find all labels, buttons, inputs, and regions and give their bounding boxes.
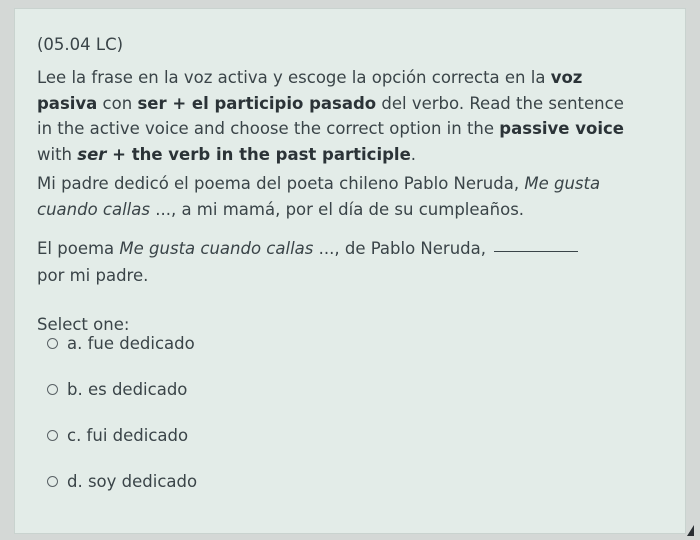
question-number: (05.04 LC) — [37, 35, 124, 54]
option-a-label: a. fue dedicado — [67, 334, 195, 353]
active-sentence — [37, 171, 637, 222]
passive-text-1: El poema — [37, 239, 120, 258]
option-b-label: b. es dedicado — [67, 380, 188, 399]
instr-bold-voz-pasiva: voz pasiva — [37, 68, 583, 113]
radio-icon[interactable] — [47, 430, 58, 441]
passive-text-2: ..., de Pablo Neruda, — [313, 239, 486, 258]
active-poem-title: Me gusta cuando callas — [37, 174, 601, 219]
instr-bold-ser — [77, 145, 411, 164]
cursor-corner-icon — [687, 525, 694, 536]
instr-text-2: con — [97, 93, 138, 113]
option-d[interactable] — [47, 472, 197, 491]
radio-icon[interactable] — [47, 338, 58, 349]
instr-text-4: with — [37, 144, 78, 164]
active-text-2: ..., a mi mamá, por el día de su cumpleaños. — [149, 199, 525, 219]
select-one-label: Select one: — [37, 315, 130, 334]
option-d-label: d. soy dedicado — [67, 472, 198, 491]
option-b[interactable] — [47, 380, 187, 399]
active-text-1: Mi padre dedicó el poema del poeta chileno Pablo Neruda, — [37, 174, 525, 193]
passive-poem-title: Me gusta cuando callas — [119, 239, 314, 258]
instr-italic-ser: ser — [77, 144, 107, 164]
instr-bold-past-participle: + the verb in the past participle — [106, 144, 411, 164]
question-instructions — [37, 65, 627, 167]
answer-blank — [494, 250, 578, 252]
option-c-label: c. fui dedicado — [67, 426, 189, 445]
instr-text-1: Lee la frase en la voz activa y escoge la opción correcta en la — [37, 68, 551, 87]
instr-text-3: del verbo. Read the sentence in the active voice and choose the correct option in the — [37, 93, 624, 138]
question-card — [14, 8, 686, 534]
instr-text-5: . — [410, 144, 417, 164]
passive-sentence — [37, 235, 637, 289]
passive-text-3: por mi padre. — [37, 266, 149, 285]
radio-icon[interactable] — [47, 384, 58, 395]
option-c[interactable] — [47, 426, 188, 445]
option-a[interactable] — [47, 334, 195, 353]
instr-bold-passive-voice: passive voice — [499, 119, 624, 138]
instr-bold-ser-participio: ser + el participio pasado — [137, 93, 377, 113]
radio-icon[interactable] — [47, 476, 58, 487]
